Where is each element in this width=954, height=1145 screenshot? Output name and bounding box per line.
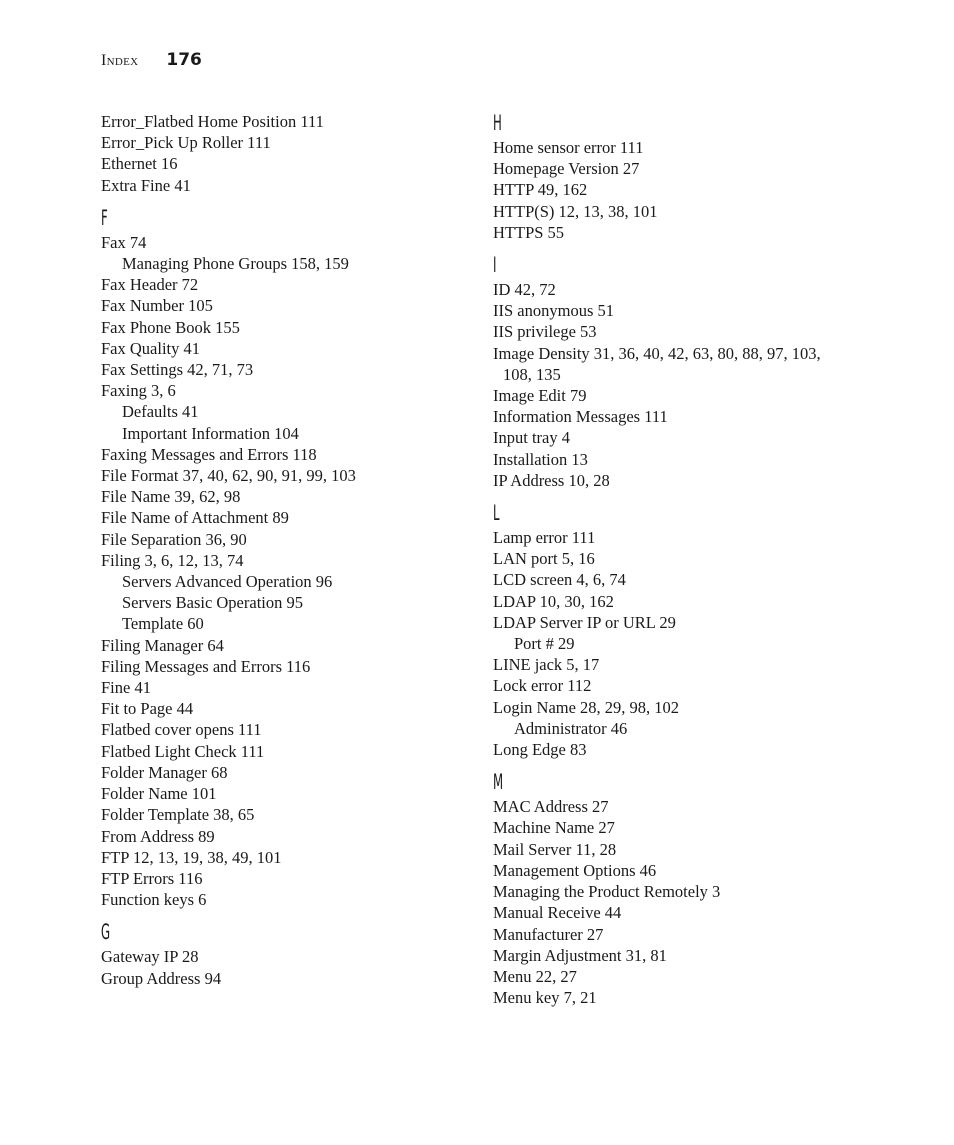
index-entry: Flatbed cover opens 111: [101, 720, 262, 740]
index-entry: Ethernet 16: [101, 154, 178, 174]
index-entry: From Address 89: [101, 826, 215, 846]
index-entry: Fax 74: [101, 232, 147, 252]
index-section-letter: M: [493, 770, 504, 795]
index-subentry: Important Information 104: [122, 423, 299, 443]
index-entry: Homepage Version 27: [493, 159, 640, 179]
index-entry-continuation: 108, 135: [503, 364, 561, 384]
index-entry: File Name 39, 62, 98: [101, 487, 241, 507]
index-section-letter: G: [101, 920, 111, 945]
index-entry: Group Address 94: [101, 968, 222, 988]
index-entry: Menu 22, 27: [493, 966, 577, 986]
index-entry: LINE jack 5, 17: [493, 655, 600, 675]
index-entry: FTP 12, 13, 19, 38, 49, 101: [101, 847, 282, 867]
index-column-left: [101, 111, 471, 989]
index-entry: HTTPS 55: [493, 222, 565, 242]
index-subentry: Template 60: [122, 614, 204, 634]
index-entry: Machine Name 27: [493, 818, 615, 838]
index-entry: Fax Header 72: [101, 275, 199, 295]
index-entry: Folder Name 101: [101, 784, 217, 804]
index-entry: Login Name 28, 29, 98, 102: [493, 697, 680, 717]
index-section-letter: F: [101, 205, 108, 230]
index-entry: Fit to Page 44: [101, 699, 194, 719]
index-entry: Management Options 46: [493, 860, 657, 880]
index-entry: Image Density 31, 36, 40, 42, 63, 80, 88, 97, 103,: [493, 343, 821, 363]
index-entry: File Format 37, 40, 62, 90, 91, 99, 103: [101, 466, 356, 486]
index-entry: FTP Errors 116: [101, 868, 203, 888]
index-entry: IIS privilege 53: [493, 322, 597, 342]
index-section-letter: I: [493, 253, 497, 278]
index-entry: Mail Server 11, 28: [493, 839, 617, 859]
index-column-right: [493, 111, 863, 1008]
index-section-letter: H: [493, 111, 502, 135]
index-entry: Gateway IP 28: [101, 947, 199, 967]
index-entry: LAN port 5, 16: [493, 549, 595, 569]
index-entry: Menu key 7, 21: [493, 988, 597, 1008]
index-entry: Manufacturer 27: [493, 924, 604, 944]
header-label: Index: [101, 52, 139, 69]
index-entry: Folder Template 38, 65: [101, 805, 255, 825]
index-entry: Lock error 112: [493, 676, 592, 696]
index-subentry: Servers Basic Operation 95: [122, 593, 303, 613]
index-entry: Managing the Product Remotely 3: [493, 882, 721, 902]
index-entry: Input tray 4: [493, 428, 570, 448]
index-entry: IIS anonymous 51: [493, 301, 614, 321]
index-entry: Error_Flatbed Home Position 111: [101, 112, 324, 131]
index-entry: LDAP 10, 30, 162: [493, 591, 614, 611]
index-entry: HTTP(S) 12, 13, 38, 101: [493, 201, 658, 221]
index-entry: LCD screen 4, 6, 74: [493, 570, 626, 590]
index-entry: Folder Manager 68: [101, 762, 228, 782]
index-entry: HTTP 49, 162: [493, 180, 588, 200]
index-entry: Fine 41: [101, 678, 151, 698]
index-entry: MAC Address 27: [493, 797, 609, 817]
index-entry: Faxing 3, 6: [101, 381, 176, 401]
index-section-letter: L: [493, 501, 500, 526]
page-number: 176: [166, 50, 202, 70]
index-entry: Fax Number 105: [101, 296, 213, 316]
index-entry: IP Address 10, 28: [493, 470, 610, 490]
index-entry: ID 42, 72: [493, 280, 556, 300]
index-entry: Filing Messages and Errors 116: [101, 656, 311, 676]
index-entry: Image Edit 79: [493, 386, 587, 406]
index-subentry: Servers Advanced Operation 96: [122, 572, 333, 592]
index-entry: Manual Receive 44: [493, 903, 622, 923]
index-entry: Fax Quality 41: [101, 338, 200, 358]
index-entry: LDAP Server IP or URL 29: [493, 612, 676, 632]
index-entry: Extra Fine 41: [101, 175, 191, 195]
index-entry: Filing 3, 6, 12, 13, 74: [101, 550, 244, 570]
index-entry: File Separation 36, 90: [101, 529, 247, 549]
index-entry: Margin Adjustment 31, 81: [493, 945, 667, 965]
index-subentry: Defaults 41: [122, 402, 199, 422]
index-entry: Filing Manager 64: [101, 635, 224, 655]
index-entry: Fax Phone Book 155: [101, 317, 240, 337]
running-header: [101, 50, 202, 74]
index-entry: File Name of Attachment 89: [101, 508, 289, 528]
index-entry: Flatbed Light Check 111: [101, 741, 265, 761]
index-entry: Long Edge 83: [493, 740, 587, 760]
index-entry: Error_Pick Up Roller 111: [101, 133, 271, 153]
index-entry: Information Messages 111: [493, 407, 668, 427]
index-subentry: Port # 29: [514, 634, 575, 654]
index-entry: Installation 13: [493, 449, 588, 469]
index-entry: Faxing Messages and Errors 118: [101, 444, 317, 464]
index-subentry: Administrator 46: [514, 718, 628, 738]
index-subentry: Managing Phone Groups 158, 159: [122, 254, 349, 274]
index-entry: Fax Settings 42, 71, 73: [101, 360, 254, 380]
index-entry: Lamp error 111: [493, 528, 596, 548]
index-entry: Home sensor error 111: [493, 138, 644, 157]
index-entry: Function keys 6: [101, 890, 207, 910]
